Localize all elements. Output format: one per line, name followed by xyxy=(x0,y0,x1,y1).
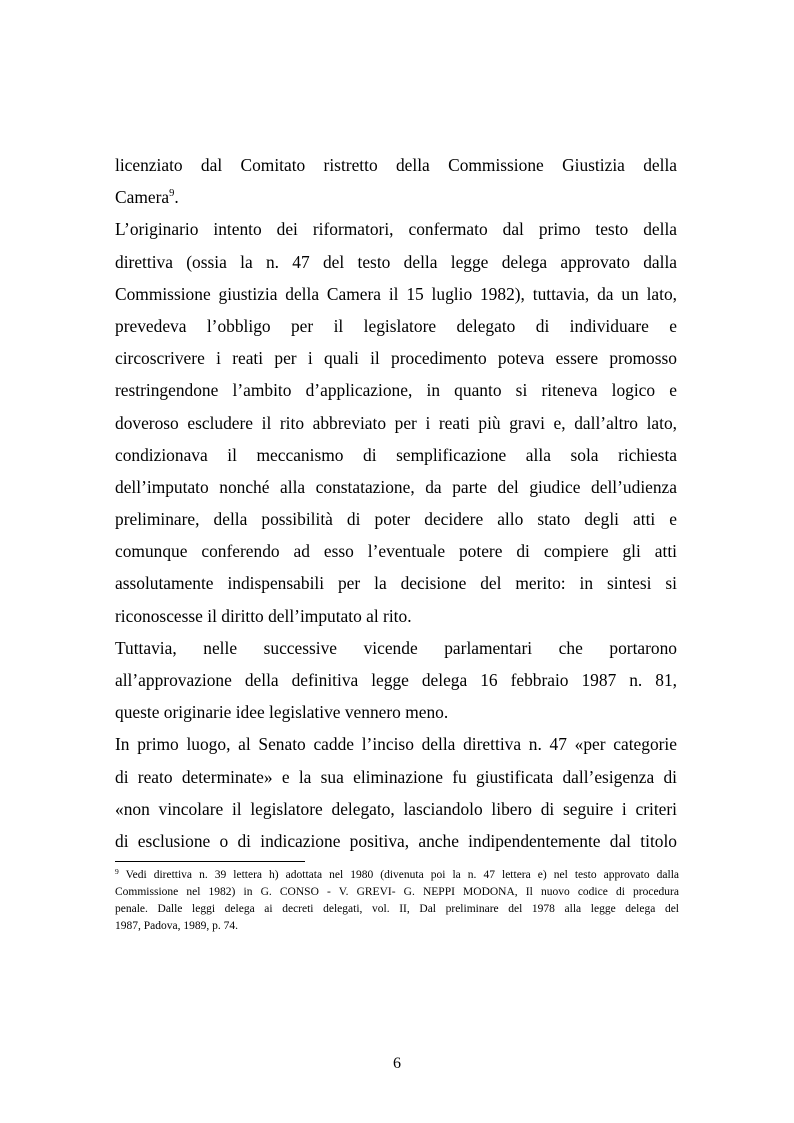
text-line: Commissione giustizia della Camera il 15 luglio 1982), tuttavia, da un lato, xyxy=(115,283,677,304)
text-line: restringendone l’ambito d’applicazione, in quanto si riteneva logico e xyxy=(115,380,677,401)
text-line: L’originario intento dei riformatori, confermato dal primo testo della xyxy=(115,219,677,240)
text-line: preliminare, della possibilità di poter decidere allo stato degli atti e xyxy=(115,509,677,530)
footnote xyxy=(115,867,679,935)
footnote-text: Vedi direttiva n. 39 lettera h) adottata nel 1980 (divenuta poi la n. 47 lettera e) nel testo approvato dalla xyxy=(118,869,679,881)
footnote-separator xyxy=(115,861,305,862)
footnote-line xyxy=(115,867,679,884)
text-line xyxy=(115,181,677,213)
text-line: condizionava il meccanismo di semplificazione alla sola richiesta xyxy=(115,444,677,465)
text-line: licenziato dal Comitato ristretto della Commissione Giustizia della xyxy=(115,155,677,175)
footnote-line: penale. Dalle leggi delega ai decreti delegati, vol. II, Dal preliminare del 1978 alla legge delega del xyxy=(115,903,679,915)
footnote-line: Commissione nel 1982) in G. CONSO - V. GREVI- G. NEPPI MODONA, Il nuovo codice di procedura xyxy=(115,886,679,898)
page-number: 6 xyxy=(393,1055,401,1072)
text-line: doveroso escludere il rito abbreviato per i reati più gravi e, dall’altro lato, xyxy=(115,412,677,433)
text-line: direttiva (ossia la n. 47 del testo della legge delega approvato dalla xyxy=(115,251,677,272)
footnote-number: 9 xyxy=(115,867,119,876)
text-line: circoscrivere i reati per i quali il procedimento poteva essere promosso xyxy=(115,348,677,369)
text-line: Tuttavia, nelle successive vicende parlamentari che portarono xyxy=(115,637,677,658)
text-line: queste originarie idee legislative vennero meno. xyxy=(115,702,449,723)
text-line: «non vincolare il legislatore delegato, lasciandolo libero di seguire i criteri xyxy=(115,798,677,819)
text-line: di esclusione o di indicazione positiva, anche indipendentemente dal titolo xyxy=(115,830,677,851)
text-line: riconoscesse il diritto dell’imputato al rito. xyxy=(115,605,412,626)
text-line: di reato determinate» e la sua eliminazione fu giustificata dall’esigenza di xyxy=(115,766,677,787)
footnote-reference[interactable]: 9 xyxy=(169,188,175,200)
text-line: dell’imputato nonché alla constatazione, da parte del giudice dell’udienza xyxy=(115,476,677,497)
text-line: In primo luogo, al Senato cadde l’inciso della direttiva n. 47 «per categorie xyxy=(115,734,677,755)
text-fragment: Camera xyxy=(115,187,170,208)
body-text xyxy=(115,149,677,857)
text-line: comunque conferendo ad esso l’eventuale potere di compiere gli atti xyxy=(115,541,677,562)
text-line: all’approvazione della definitiva legge delega 16 febbraio 1987 n. 81, xyxy=(115,670,677,690)
footnote-line: 1987, Padova, 1989, p. 74. xyxy=(115,920,238,932)
text-line: assolutamente indispensabili per la decisione del merito: in sintesi si xyxy=(115,573,677,594)
text-line: prevedeva l’obbligo per il legislatore delegato di individuare e xyxy=(115,315,677,336)
text-fragment: . xyxy=(174,187,179,208)
